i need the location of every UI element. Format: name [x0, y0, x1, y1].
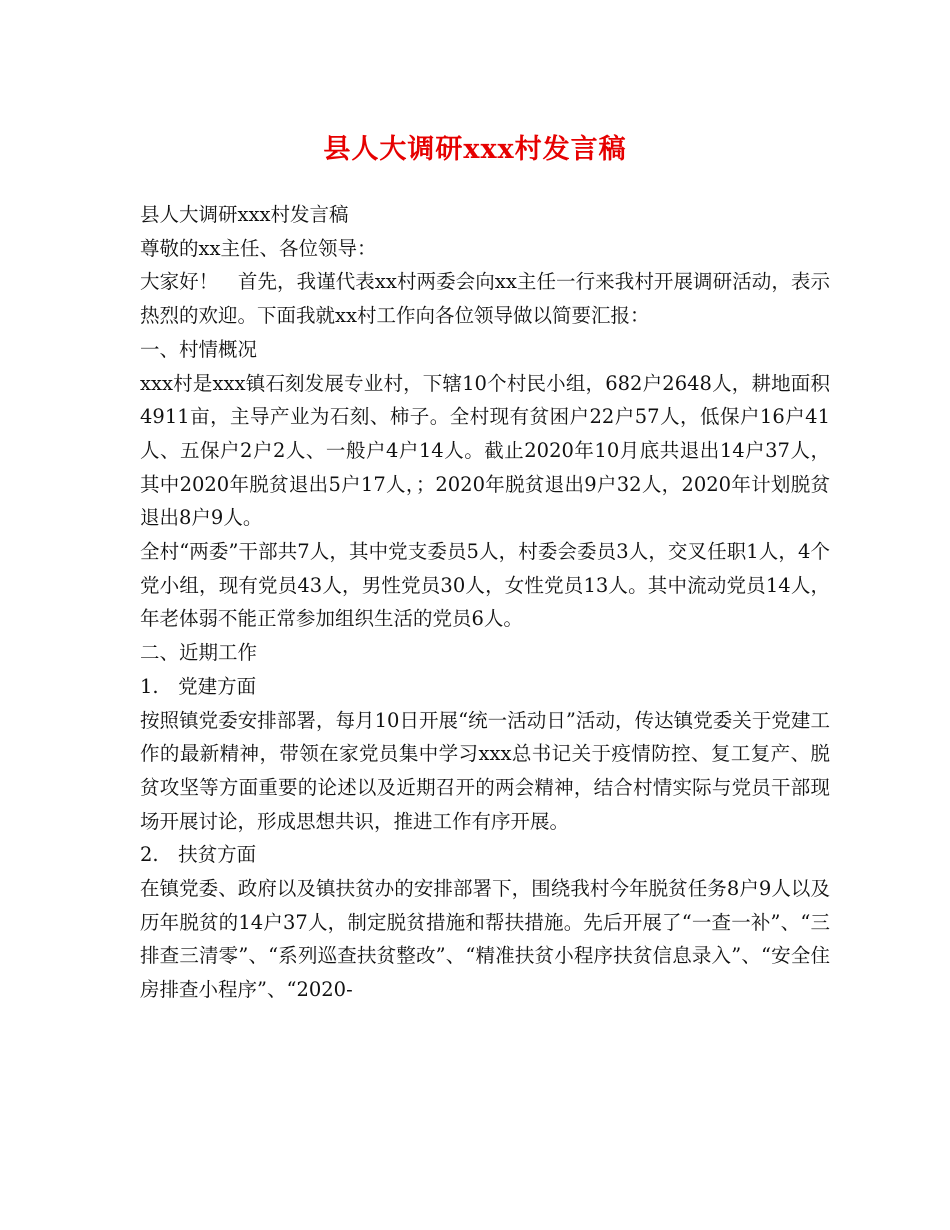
paragraph-salutation: 尊敬的xx主任、各位领导：	[140, 236, 377, 260]
paragraph-greeting: 大家好！ 首先，我谨代表xx村两委会向xx主任一行来我村开展调研活动，表示热烈的欢迎。下面我就xx村工作向各位领导做以简要汇报：	[140, 270, 830, 328]
section-heading-village-overview: 一、村情概况	[140, 337, 258, 361]
paragraph-heading-repeat: 县人大调研xxx村发言稿	[140, 203, 349, 226]
section-heading-recent-work: 二、近期工作	[140, 641, 258, 665]
document-body	[140, 198, 830, 1007]
paragraph-village-stats: xxx村是xxx镇石刻发展专业村，下辖10个村民小组，682户2648人，耕地面积4911亩，主导产业为石刻、柿子。全村现有贫困户22户57人，低保户16户41人、五保户2户2人、一般户4户14人。截止2020年10月底共退出14户37人，其中2020年脱贫退出5户17人，；2020年脱贫退出9户32人，2020年计划脱贫退出8户9人。	[140, 371, 830, 530]
subsection-heading-poverty-relief: 2. 扶贫方面	[140, 843, 257, 867]
paragraph-poverty-relief: 在镇党委、政府以及镇扶贫办的安排部署下，围绕我村今年脱贫任务8户9人以及历年脱贫的14户37人，制定脱贫措施和帮扶措施。先后开展了“一查一补”、“三排查三清零”、“系列巡查扶贫整改”、“精准扶贫小程序扶贫信息录入”、“安全住房排查小程序”、“2020-	[140, 877, 830, 1002]
paragraph-party-building: 按照镇党委安排部署，每月10日开展“统一活动日”活动，传达镇党委关于党建工作的最新精神，带领在家党员集中学习xxx总书记关于疫情防控、复工复产、脱贫攻坚等方面重要的论述以及近期召开的两会精神，结合村情实际与党员干部现场开展讨论，形成思想共识，推进工作有序开展。	[140, 708, 830, 833]
subsection-heading-party-building: 1. 党建方面	[140, 674, 257, 698]
document-title: 县人大调研xxx村发言稿	[323, 134, 627, 165]
paragraph-party-members: 全村“两委”干部共7人，其中党支委员5人，村委会委员3人，交叉任职1人，4个党小组，现有党员43人，男性党员30人，女性党员13人。其中流动党员14人，年老体弱不能正常参加组织生活的党员6人。	[140, 540, 830, 631]
